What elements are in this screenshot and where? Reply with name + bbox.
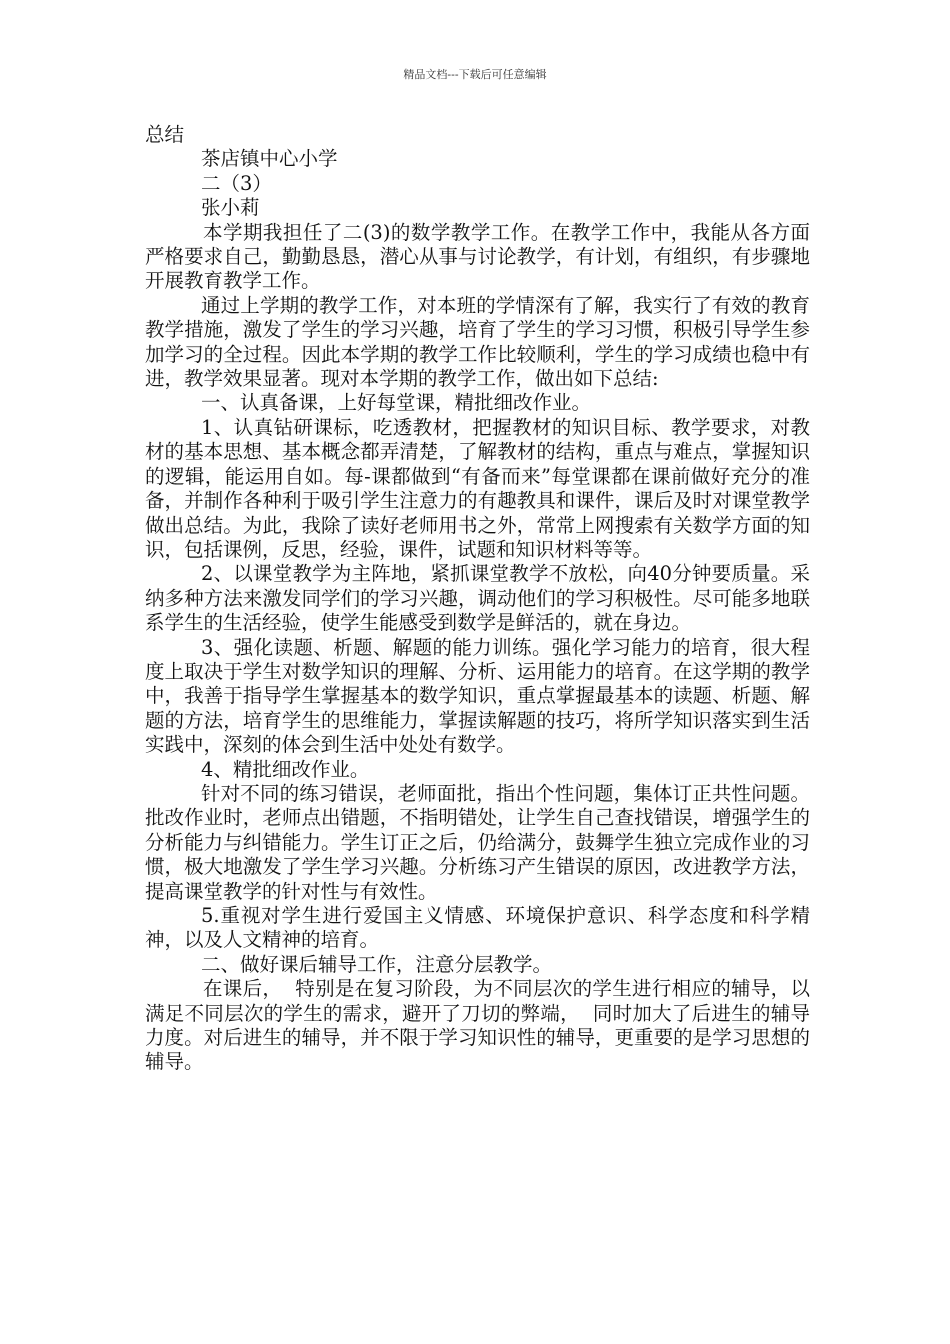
paragraph: 3、强化读题、析题、解题的能力训练。强化学习能力的培育，很大程度上取决于学生对数学知识的理解、分析、运用能力的培育。在这学期的教学中，我善于指导学生掌握基本的数学知识，重点掌握最基本的读题、析题、解题的方法，培育学生的思维能力，掌握读解题的技巧，将所学知识落实到生活实践中，深刻的体会到生活中处处有数学。 <box>145 635 810 757</box>
author-name: 张小莉 <box>201 196 260 220</box>
subheading-homework: 4、精批细改作业。 <box>201 757 370 781</box>
paragraph: 2、以课堂教学为主阵地，紧抓课堂教学不放松，向40分钟要质量。采纳多种方法来激发同学们的学习兴趣，调动他们的学习积极性。尽可能多地联系学生的生活经验，使学生能感受到数学是鲜活的，就在身边。 <box>145 562 810 635</box>
document-title: 总结 <box>145 123 185 146</box>
paragraph: 5.重视对学生进行爱国主义情感、环境保护意识、科学态度和科学精神，以及人文精神的培育。 <box>145 904 810 952</box>
class-name: 二（3） <box>201 171 272 195</box>
paragraph-intro: 本学期我担任了二(3)的数学教学工作。在教学工作中，我能从各方面严格要求自己，勤勤恳恳，潜心从事与讨论教学，有计划，有组织，有步骤地开展教育教学工作。 <box>145 220 810 293</box>
page-header-note: 精品文档---下载后可任意编辑 <box>403 68 547 81</box>
paragraph: 在课后， 特别是在复习阶段，为不同层次的学生进行相应的辅导，以满足不同层次的学生的需求，避开了刀切的弊端， 同时加大了后进生的辅导力度。对后进生的辅导，并不限于学习知识性的辅导，更重要的是学习思想的辅导。 <box>145 977 810 1074</box>
document-body <box>145 123 810 1075</box>
paragraph: 1、认真钻研课标，吃透教材，把握教材的知识目标、教学要求，对教材的基本思想、基本概念都弄清楚，了解教材的结构，重点与难点，掌握知识的逻辑，能运用自如。每-课都做到“有备而来”每堂课都在课前做好充分的准备，并制作各种利于吸引学生注意力的有趣教具和课件，课后及时对课堂教学做出总结。为此，我除了读好老师用书之外，常常上网搜索有关数学方面的知识，包括课例，反思，经验，课件，试题和知识材料等等。 <box>145 415 810 561</box>
paragraph: 通过上学期的教学工作，对本班的学情深有了解，我实行了有效的教育教学措施，激发了学生的学习兴趣，培育了学生的学习习惯，积极引导学生参加学习的全过程。因此本学期的教学工作比较顺利，学生的学习成绩也稳中有进，教学效果显著。现对本学期的教学工作，做出如下总结: <box>145 293 810 391</box>
paragraph: 针对不同的练习错误，老师面批，指出个性问题，集体订正共性问题。批改作业时，老师点出错题，不指明错处，让学生自己查找错误，增强学生的分析能力与纠错能力。学生订正之后，仍给满分，鼓舞学生独立完成作业的习惯，极大地激发了学生学习兴趣。分析练习产生错误的原因，改进教学方法，提高课堂教学的针对性与有效性。 <box>145 781 810 903</box>
section-heading-2: 二、做好课后辅导工作，注意分层教学。 <box>201 952 553 976</box>
school-name: 茶店镇中心小学 <box>201 147 338 171</box>
section-heading-1: 一、认真备课，上好每堂课，精批细改作业。 <box>201 391 592 415</box>
